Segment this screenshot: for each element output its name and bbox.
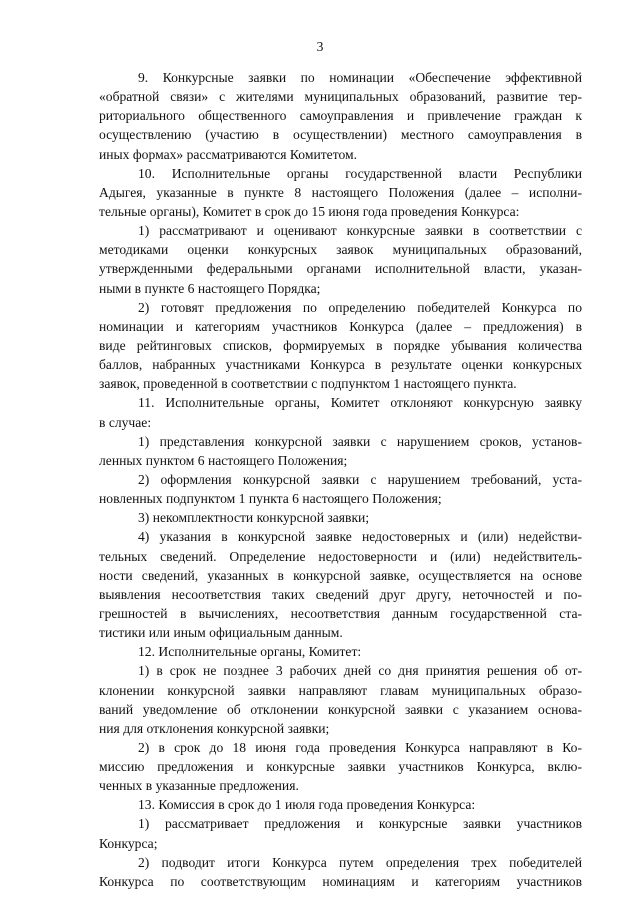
text-line: миссию предложения и конкурсные заявки участников Конкурса, вклю- [99,759,582,775]
text-line: 13. Комиссия в срок до 1 июля года проведения Конкурса: [138,797,476,813]
text-line: 2) готовят предложения по определению победителей Конкурса по [138,299,582,315]
text-line: 2) оформления конкурсной заявки с нарушением требований, уста- [138,471,582,487]
text-line: 3) некомплектности конкурсной заявки; [138,510,370,526]
text-line: 1) в срок не позднее 3 рабочих дней со дня принятия решения об от- [138,663,582,679]
text-line: ваний уведомление об отклонении конкурсной заявки с указанием основа- [99,701,582,717]
text-line: утвержденными федеральными органами исполнительной власти, указан- [99,261,582,277]
text-line: 2) подводит итоги Конкурса путем определения трех победителей [138,854,582,870]
text-line: риториального общественного самоуправления и привлечение граждан к [99,108,582,124]
text-line: тельные органы), Комитет в срок до 15 июня года проведения Конкурса: [99,203,520,219]
text-line: тельных сведений. Определение недостоверности и (или) недействитель- [99,548,582,564]
text-line: выявления несоответствия таких сведений друг другу, неточностей и по- [99,586,582,602]
text-line: ленных пунктом 6 настоящего Положения; [99,452,348,468]
text-line: в случае: [99,414,152,430]
text-line: заявок, проведенной в соответствии с подпунктом 1 настоящего пункта. [99,376,517,392]
text-line: иных формах» рассматриваются Комитетом. [99,146,357,162]
text-line: 1) рассматривает предложения и конкурсные заявки участников [138,816,582,832]
text-line: 10. Исполнительные органы государственной власти Республики [138,165,582,181]
text-line: 2) в срок до 18 июня года проведения Конкурса направляют в Ко- [138,739,582,755]
text-line: Конкурса по соответствующим номинациям и категориям участников [99,873,582,889]
text-line: 1) представления конкурсной заявки с нарушением сроков, установ- [138,433,582,449]
text-line: ными в пункте 6 настоящего Порядка; [99,280,321,296]
text-line: клонении конкурсной заявки направляют главам муниципальных образо- [99,682,582,698]
text-line: новленных подпунктом 1 пункта 6 настоящего Положения; [99,491,442,507]
text-line: 12. Исполнительные органы, Комитет: [138,644,362,660]
text-line: баллов, набранных участниками Конкурса в результате оценки конкурсных [99,357,582,373]
text-line: осуществлению (участию в осуществлении) местного самоуправления в [99,127,582,143]
text-line: Адыгея, указанные в пункте 8 настоящего Положения (далее – исполни- [99,184,582,200]
text-line: ности сведений, указанных в конкурсной заявке, осуществляется на основе [99,567,582,583]
text-line: тистики или иным официальным данным. [99,625,343,641]
text-line: 9. Конкурсные заявки по номинации «Обеспечение эффективной [138,70,582,85]
text-line: ченных в указанные предложения. [99,778,299,794]
text-line: 4) указания в конкурсной заявке недостоверных и (или) недействи- [138,529,582,545]
text-line: 1) рассматривают и оценивают конкурсные заявки в соответствии с [138,223,582,239]
text-line: грешностей в вычислениях, несоответствия данным государственной ста- [99,605,582,621]
text-line: Конкурса; [99,835,158,851]
text-line: номинации и категориям участников Конкурса (далее – предложения) в [99,318,582,334]
text-line: «обратной связи» с жителями муниципальных образований, развитие тер- [99,89,582,105]
text-line: виде рейтинговых списков, формируемых в порядке убывания количества [99,337,582,353]
text-line: 11. Исполнительные органы, Комитет отклоняют конкурсную заявку [138,395,582,411]
text-line: ния для отклонения конкурсной заявки; [99,720,330,736]
text-line: методиками оценки конкурсных заявок муниципальных образований, [99,242,582,258]
page-number: 3 [316,39,324,54]
document-body [99,68,582,891]
